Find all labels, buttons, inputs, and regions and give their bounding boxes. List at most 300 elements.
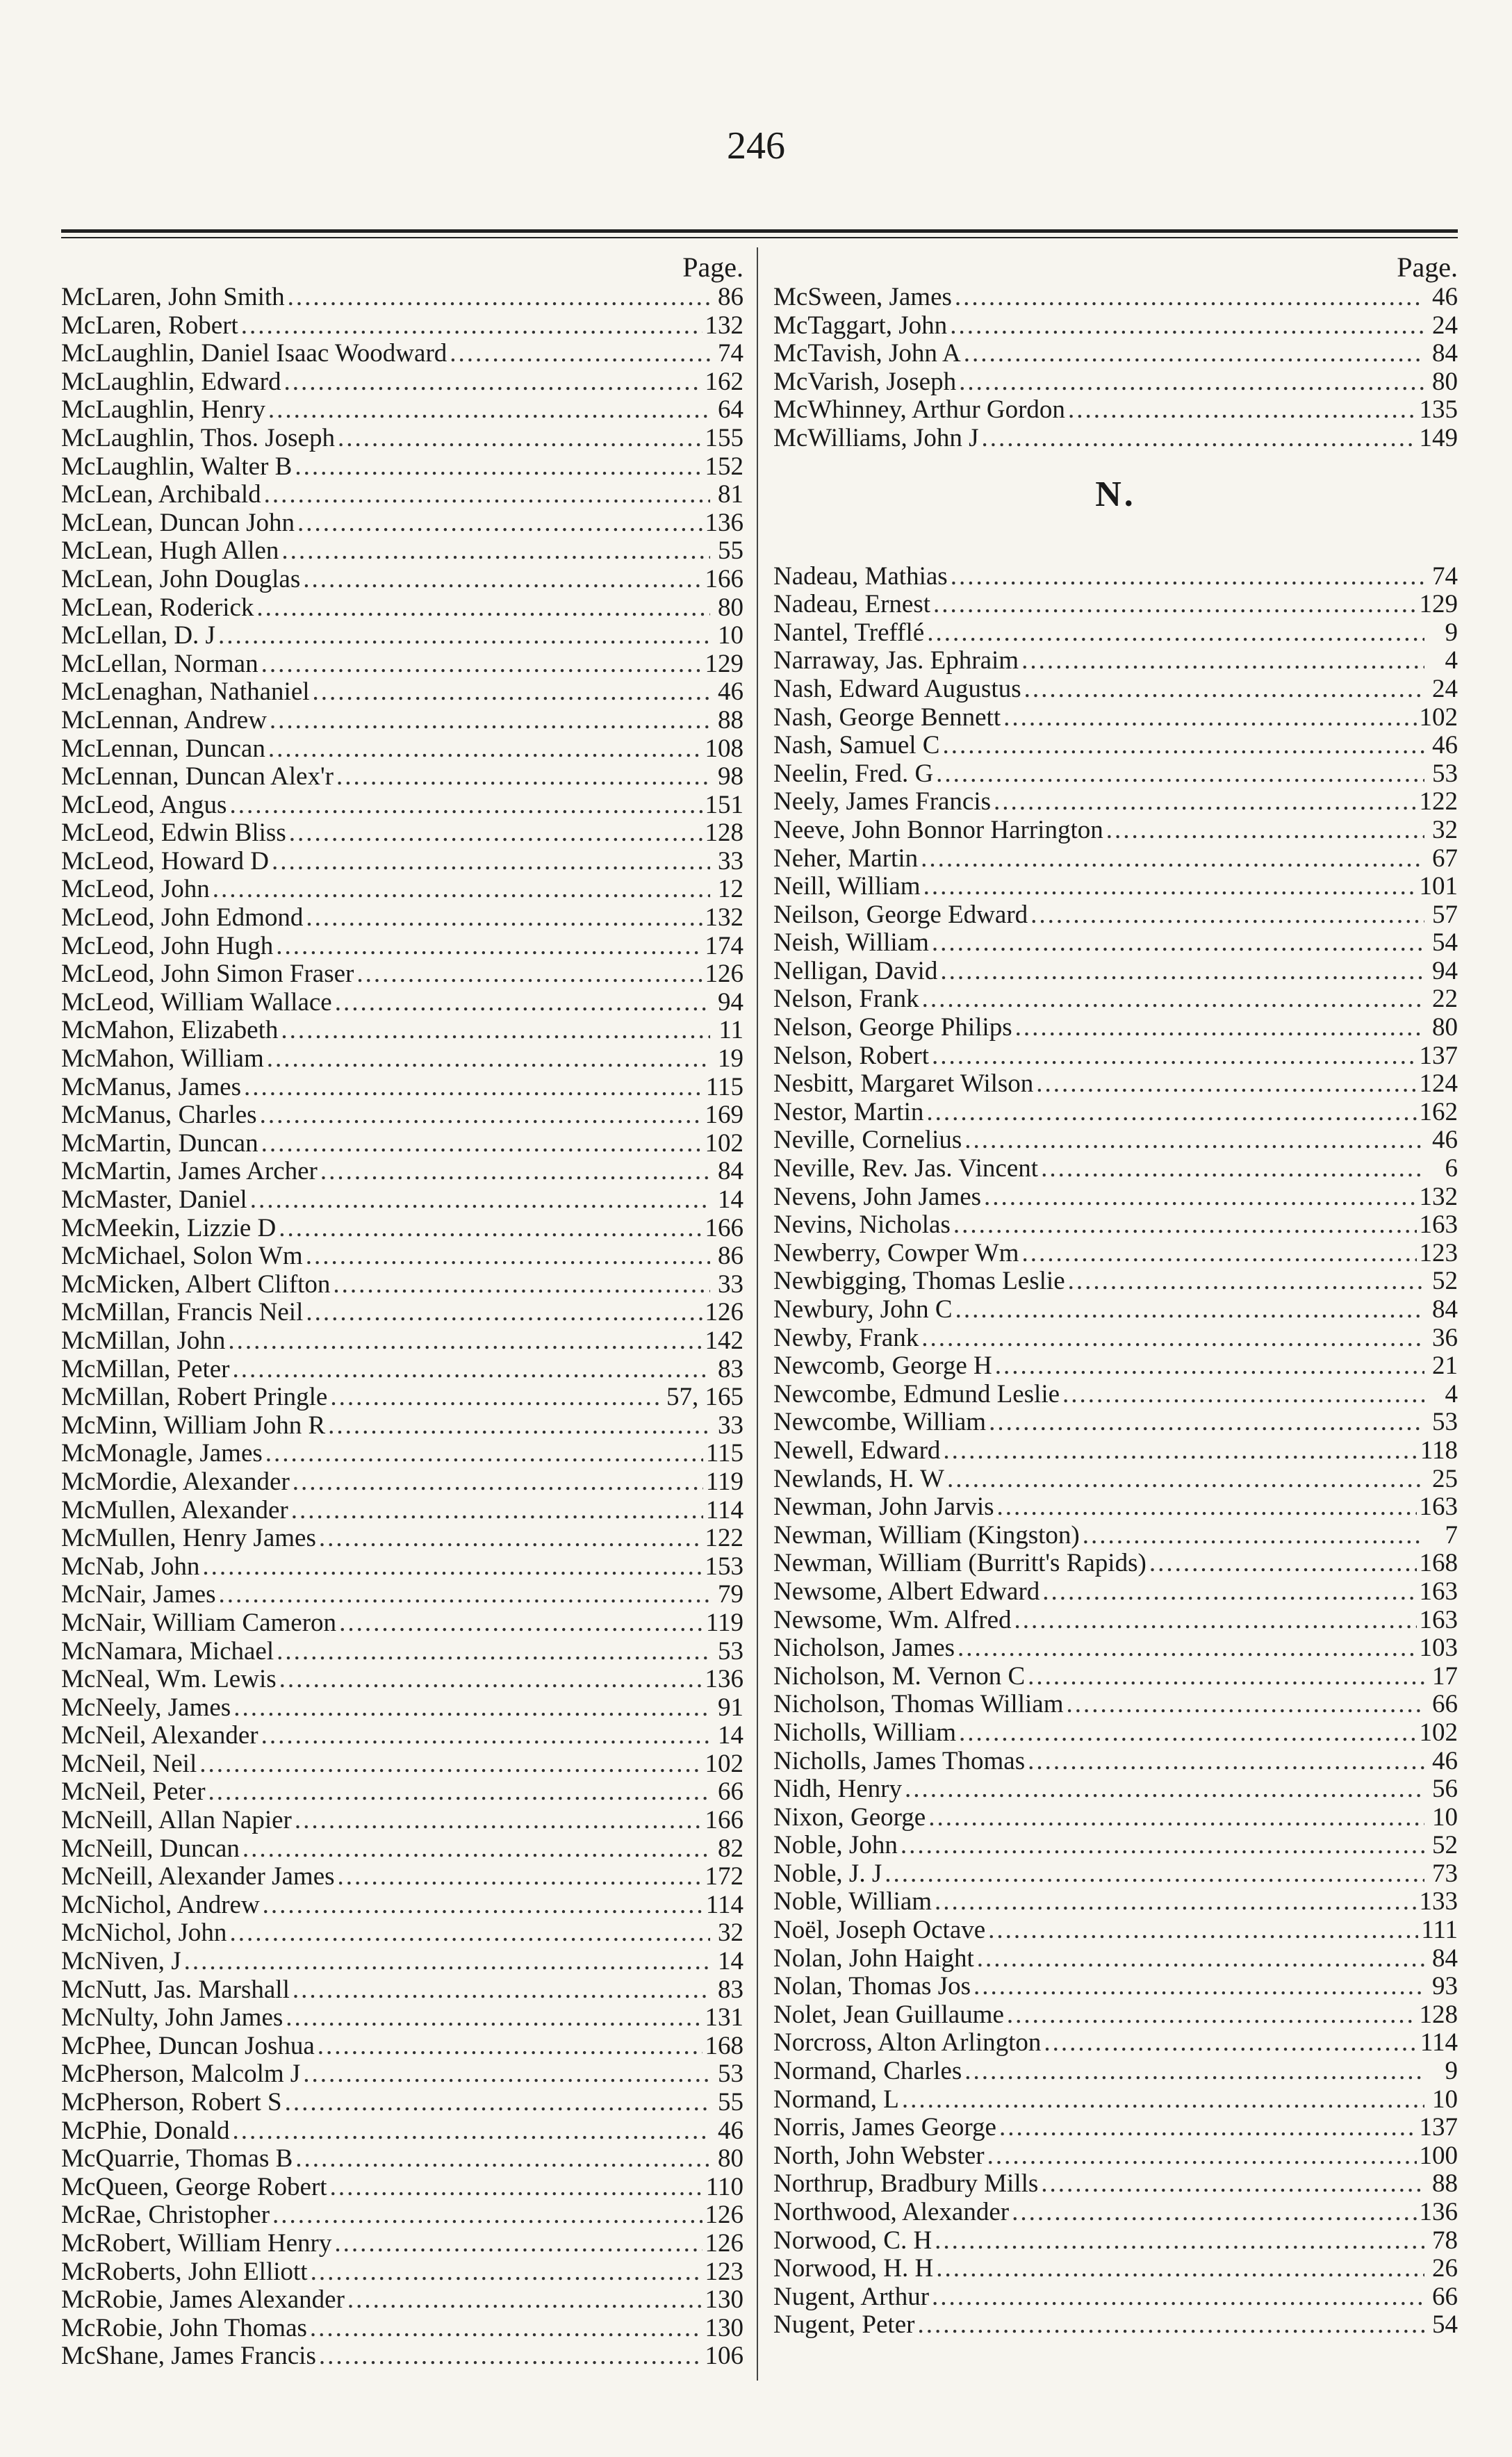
- entry-name: McPherson, Malcolm J: [61, 2060, 301, 2089]
- entry-name: McLaughlin, Henry: [61, 395, 265, 425]
- entry-name: Noble, William: [773, 1887, 932, 1916]
- entry-name: Nelson, George Philips: [773, 1013, 1012, 1042]
- entry-page: 19: [718, 1044, 743, 1074]
- dot-leader: [947, 1465, 1424, 1494]
- entry-name: Neville, Cornelius: [773, 1126, 962, 1155]
- index-entry: [61, 932, 743, 961]
- dot-leader: [942, 732, 1424, 760]
- entry-name: McMaster, Daniel: [61, 1185, 247, 1214]
- entry-name: McLaren, John Smith: [61, 283, 285, 311]
- index-entry: [61, 848, 743, 876]
- entry-name: McNeil, Alexander: [61, 1721, 258, 1750]
- entry-page: 84: [1432, 1944, 1458, 1973]
- entry-name: McLenaghan, Nathaniel: [61, 677, 310, 707]
- dot-leader: [319, 2342, 702, 2371]
- entry-page: 46: [1432, 1126, 1458, 1155]
- index-entry: [61, 537, 743, 566]
- dot-leader: [318, 2032, 702, 2061]
- dot-leader: [935, 1888, 1416, 1916]
- entry-page: 66: [1432, 2282, 1458, 2311]
- dot-leader: [955, 1296, 1424, 1324]
- entry-name: McPhie, Donald: [61, 2116, 230, 2145]
- entry-name: Nash, George Bennett: [773, 702, 1001, 732]
- index-entry: [773, 1663, 1458, 1691]
- entry-page: 55: [718, 536, 743, 566]
- index-entry: [773, 732, 1458, 760]
- entry-name: Nelson, Frank: [773, 985, 919, 1014]
- entry-name: McPherson, Robert S: [61, 2088, 282, 2117]
- dot-leader: [233, 1356, 710, 1384]
- entry-page: 52: [1432, 1831, 1458, 1860]
- index-entry: [61, 2230, 743, 2258]
- index-entry: [61, 2117, 743, 2146]
- entry-page: 162: [1419, 1097, 1458, 1126]
- dot-leader: [306, 1299, 702, 1327]
- index-entry: [61, 1017, 743, 1045]
- dot-leader: [935, 2227, 1424, 2255]
- entry-page: 73: [1432, 1859, 1458, 1888]
- entry-name: Narraway, Jas. Ephraim: [773, 646, 1019, 675]
- dot-leader: [330, 1383, 664, 1412]
- entry-page: 4: [1445, 646, 1458, 675]
- dot-leader: [281, 1017, 710, 1045]
- entry-name: McVarish, Joseph: [773, 367, 957, 396]
- entry-page: 53: [1432, 1408, 1458, 1437]
- entry-page: 84: [1432, 1295, 1458, 1324]
- entry-page: 94: [718, 987, 743, 1017]
- entry-page: 80: [718, 593, 743, 622]
- entry-name: McRobie, James Alexander: [61, 2285, 345, 2315]
- entry-name: McMinn, William John R: [61, 1411, 326, 1440]
- entry-page: 132: [705, 311, 743, 340]
- index-entry: [61, 2089, 743, 2117]
- dot-leader: [286, 2004, 702, 2032]
- index-entry: [61, 1215, 743, 1243]
- column-divider: [757, 247, 758, 2381]
- index-entry: [61, 1468, 743, 1497]
- entry-name: McMartin, Duncan: [61, 1128, 258, 1158]
- dot-leader: [310, 2315, 702, 2343]
- entry-page: 166: [705, 1213, 743, 1242]
- dot-leader: [268, 396, 710, 425]
- index-entry: [773, 2057, 1458, 2086]
- index-entry: [61, 1383, 743, 1412]
- entry-name: McManus, Charles: [61, 1101, 257, 1130]
- section-letter: N.: [1095, 474, 1136, 514]
- entry-name: Neilson, George Edward: [773, 900, 1028, 929]
- dot-leader: [964, 2057, 1424, 2086]
- entry-name: McMordie, Alexander: [61, 1467, 290, 1496]
- entry-name: McLennan, Andrew: [61, 705, 267, 734]
- page-column-label: Page.: [1397, 252, 1458, 283]
- index-entry: [773, 2142, 1458, 2171]
- index-entry: [61, 1807, 743, 1835]
- dot-leader: [926, 1099, 1416, 1127]
- dot-leader: [1021, 647, 1424, 675]
- entry-name: McNeal, Wm. Lewis: [61, 1665, 277, 1694]
- entry-page: 174: [705, 931, 743, 960]
- entry-page: 79: [718, 1580, 743, 1609]
- entry-page: 133: [1419, 1887, 1458, 1916]
- entry-page: 137: [1419, 2113, 1458, 2142]
- index-entry: [773, 1070, 1458, 1099]
- index-entry: [773, 1719, 1458, 1748]
- index-entry: [773, 1804, 1458, 1832]
- dot-leader: [995, 1352, 1424, 1381]
- entry-name: McNeely, James: [61, 1693, 231, 1722]
- entry-page: 129: [1419, 590, 1458, 619]
- entry-name: Neelin, Fred. G: [773, 759, 934, 788]
- entry-name: Newby, Frank: [773, 1323, 919, 1352]
- entry-page: 118: [1420, 1436, 1458, 1465]
- entry-name: McLeod, John Hugh: [61, 931, 274, 960]
- index-entry: [773, 1973, 1458, 2001]
- entry-page: 153: [705, 1552, 743, 1581]
- dot-leader: [1028, 1663, 1424, 1691]
- entry-name: Northwood, Alexander: [773, 2198, 1010, 2226]
- entry-name: Newman, William (Kingston): [773, 1520, 1080, 1550]
- index-entry: [773, 425, 1458, 453]
- entry-page: 55: [718, 2088, 743, 2117]
- entry-page: 46: [1432, 1746, 1458, 1775]
- entry-page: 46: [1432, 283, 1458, 311]
- left-column: [61, 252, 743, 2371]
- index-entry: [773, 901, 1458, 930]
- entry-page: 57: [1432, 900, 1458, 929]
- entry-page: 14: [718, 1947, 743, 1976]
- dot-leader: [277, 1638, 710, 1666]
- entry-name: McMullen, Alexander: [61, 1495, 288, 1525]
- dot-leader: [958, 1634, 1416, 1663]
- dot-leader: [959, 1719, 1417, 1748]
- index-entry: [773, 1465, 1458, 1494]
- entry-name: McLennan, Duncan: [61, 734, 265, 763]
- entry-page: 10: [718, 621, 743, 650]
- index-entry: [61, 650, 743, 679]
- index-entry: [773, 1352, 1458, 1381]
- dot-leader: [977, 1945, 1424, 1973]
- entry-page: 74: [718, 339, 743, 368]
- dot-leader: [303, 566, 702, 594]
- index-entry: [773, 2170, 1458, 2199]
- index-entry: [773, 591, 1458, 619]
- entry-name: Neely, James Francis: [773, 787, 992, 816]
- index-entry: [61, 1158, 743, 1186]
- dot-leader: [933, 591, 1416, 619]
- index-entry: [773, 788, 1458, 816]
- entry-name: Neher, Martin: [773, 844, 919, 873]
- index-entry: [773, 1183, 1458, 1212]
- entry-page: 88: [718, 705, 743, 734]
- entry-name: Newell, Edward: [773, 1436, 941, 1465]
- dot-leader: [936, 760, 1424, 789]
- index-entry: [773, 1381, 1458, 1409]
- index-entry: [773, 396, 1458, 425]
- dot-leader: [261, 1130, 702, 1158]
- dot-leader: [293, 1468, 703, 1497]
- dot-leader: [279, 1666, 702, 1694]
- entry-page: 9: [1445, 618, 1458, 647]
- index-entry: [773, 368, 1458, 397]
- entry-page: 168: [1419, 1549, 1458, 1578]
- entry-page: 25: [1432, 1464, 1458, 1493]
- entry-name: McNutt, Jas. Marshall: [61, 1975, 290, 2004]
- index-entry: [773, 704, 1458, 732]
- index-entry: [773, 647, 1458, 675]
- dot-leader: [261, 1722, 710, 1750]
- entry-name: Nugent, Arthur: [773, 2282, 930, 2311]
- entry-name: Norris, James George: [773, 2113, 996, 2142]
- dot-leader: [293, 1976, 710, 2005]
- index-entry: [61, 735, 743, 764]
- index-entry: [773, 2283, 1458, 2312]
- dot-leader: [1015, 1014, 1424, 1042]
- entry-name: McNichol, John: [61, 1918, 227, 1948]
- index-entry: [61, 2032, 743, 2061]
- index-entry: [773, 1324, 1458, 1353]
- dot-leader: [921, 845, 1424, 873]
- dot-leader: [923, 873, 1417, 901]
- index-list-right-mc: [773, 284, 1458, 453]
- index-entry: [773, 340, 1458, 368]
- index-entry: [61, 2145, 743, 2174]
- entry-page: 91: [718, 1693, 743, 1722]
- dot-leader: [932, 2283, 1424, 2312]
- dot-leader: [1007, 2001, 1417, 2030]
- entry-page: 122: [705, 1524, 743, 1553]
- entry-page: 132: [705, 903, 743, 932]
- index-entry: [773, 312, 1458, 340]
- index-entry: [773, 2086, 1458, 2114]
- index-entry: [61, 509, 743, 538]
- entry-name: McNiven, J: [61, 1947, 181, 1976]
- entry-page: 24: [1432, 311, 1458, 340]
- entry-page: 126: [705, 1298, 743, 1327]
- entry-name: McLeod, John Simon Fraser: [61, 960, 354, 989]
- entry-name: Norwood, C. H: [773, 2226, 932, 2255]
- entry-page: 14: [718, 1185, 743, 1214]
- dot-leader: [973, 1973, 1424, 2001]
- index-entry: [61, 1609, 743, 1638]
- dot-leader: [272, 2201, 702, 2230]
- dot-leader: [1024, 675, 1424, 704]
- entry-page: 98: [718, 762, 743, 791]
- entry-page: 93: [1432, 1972, 1458, 2001]
- entry-page: 102: [705, 1128, 743, 1158]
- entry-page: 142: [705, 1326, 743, 1355]
- entry-page: 80: [718, 2144, 743, 2174]
- entry-name: Nugent, Peter: [773, 2310, 915, 2340]
- entry-page: 83: [718, 1975, 743, 2004]
- index-entry: [61, 1948, 743, 1976]
- entry-page: 114: [705, 1890, 743, 1919]
- index-entry: [773, 1240, 1458, 1268]
- entry-name: Nicholls, William: [773, 1718, 956, 1747]
- entry-name: Neville, Rev. Jas. Vincent: [773, 1154, 1039, 1183]
- dot-leader: [265, 1440, 703, 1468]
- index-entry: [61, 312, 743, 340]
- entry-page: 166: [705, 564, 743, 593]
- entry-page: 82: [718, 1834, 743, 1863]
- index-entry: [773, 1634, 1458, 1663]
- entry-name: Nelson, Robert: [773, 1041, 930, 1070]
- dot-leader: [1068, 1267, 1424, 1296]
- dot-leader: [1014, 1606, 1417, 1635]
- entry-page: 36: [1432, 1323, 1458, 1352]
- entry-page: 66: [1432, 1690, 1458, 1719]
- index-entry: [61, 1778, 743, 1807]
- entry-name: McNeil, Peter: [61, 1777, 206, 1807]
- dot-leader: [272, 848, 710, 876]
- dot-leader: [313, 678, 710, 707]
- dot-leader: [202, 1553, 702, 1581]
- dot-leader: [330, 2174, 703, 2202]
- dot-leader: [953, 1211, 1417, 1240]
- index-list-right-n: [773, 563, 1458, 2340]
- entry-name: McLaughlin, Daniel Isaac Woodward: [61, 339, 447, 368]
- dot-leader: [951, 563, 1424, 591]
- entry-name: McLeod, John: [61, 875, 210, 904]
- entry-page: 132: [1419, 1182, 1458, 1211]
- entry-name: McLean, Archibald: [61, 480, 261, 509]
- entry-name: McNeill, Allan Napier: [61, 1806, 292, 1835]
- dot-leader: [936, 2255, 1424, 2283]
- entry-name: Nixon, George: [773, 1802, 926, 1832]
- dot-leader: [1041, 2170, 1424, 2199]
- entry-name: McMillan, John: [61, 1326, 226, 1355]
- entry-page: 4: [1445, 1379, 1458, 1408]
- entry-page: 110: [705, 2172, 743, 2201]
- dot-leader: [339, 1609, 703, 1638]
- dot-leader: [901, 1832, 1424, 1860]
- entry-name: Nolan, Thomas Jos: [773, 1972, 971, 2001]
- dot-leader: [940, 958, 1424, 986]
- entry-page: 136: [705, 508, 743, 537]
- header-rule: [61, 229, 1458, 233]
- entry-page: 64: [718, 395, 743, 425]
- dot-leader: [243, 1835, 710, 1864]
- entry-page: 32: [1432, 815, 1458, 844]
- index-entry: [61, 904, 743, 932]
- entry-name: McMonagle, James: [61, 1439, 263, 1468]
- dot-leader: [284, 368, 702, 397]
- entry-name: McTaggart, John: [773, 311, 948, 340]
- dot-leader: [999, 2114, 1417, 2142]
- index-entry: [61, 960, 743, 989]
- entry-name: McMillan, Robert Pringle: [61, 1383, 328, 1412]
- entry-page: 33: [718, 846, 743, 876]
- dot-leader: [218, 622, 710, 650]
- entry-name: Neill, William: [773, 872, 921, 901]
- index-entry: [61, 368, 743, 397]
- dot-leader: [1003, 704, 1416, 732]
- entry-page: 101: [1419, 872, 1458, 901]
- dot-leader: [328, 1412, 710, 1440]
- index-entry: [61, 2201, 743, 2230]
- index-entry: [61, 1186, 743, 1215]
- entry-page: 108: [705, 734, 743, 763]
- entry-page: 80: [1432, 1013, 1458, 1042]
- dot-leader: [932, 1042, 1416, 1071]
- entry-name: McNab, John: [61, 1552, 200, 1581]
- entry-name: Nolan, John Haight: [773, 1944, 974, 1973]
- index-list-left: [61, 284, 743, 2371]
- entry-name: McMeekin, Lizzie D: [61, 1213, 277, 1242]
- entry-name: Nash, Edward Augustus: [773, 674, 1021, 703]
- dot-leader: [927, 619, 1424, 648]
- dot-leader: [229, 1919, 710, 1948]
- dot-leader: [1068, 396, 1417, 425]
- entry-page: 54: [1432, 928, 1458, 958]
- entry-page: 152: [705, 452, 743, 481]
- entry-name: McRoberts, John Elliott: [61, 2257, 308, 2286]
- dot-leader: [917, 2311, 1424, 2340]
- dot-leader: [295, 1807, 702, 1835]
- dot-leader: [276, 932, 702, 961]
- index-entry: [61, 1412, 743, 1440]
- entry-name: Nidh, Henry: [773, 1775, 902, 1804]
- index-entry: [61, 791, 743, 820]
- index-entry: [773, 1578, 1458, 1606]
- entry-page: 80: [1432, 367, 1458, 396]
- entry-page: 102: [1419, 702, 1458, 732]
- entry-page: 26: [1432, 2254, 1458, 2283]
- entry-name: Newberry, Cowper Wm: [773, 1238, 1019, 1267]
- entry-page: 57, 165: [666, 1383, 743, 1412]
- dot-leader: [320, 1158, 710, 1186]
- entry-name: McNulty, John James: [61, 2003, 284, 2032]
- index-entry: [61, 2174, 743, 2202]
- entry-page: 54: [1432, 2310, 1458, 2340]
- index-entry: [61, 453, 743, 482]
- entry-page: 124: [1419, 1069, 1458, 1099]
- entry-page: 131: [705, 2003, 743, 2032]
- entry-name: McMillan, Francis Neil: [61, 1298, 304, 1327]
- entry-name: McShane, James Francis: [61, 2342, 316, 2371]
- entry-name: McLeod, John Edmond: [61, 903, 304, 932]
- entry-name: Noël, Joseph Octave: [773, 1916, 986, 1945]
- dot-leader: [1028, 1748, 1424, 1776]
- entry-page: 53: [718, 2060, 743, 2089]
- index-entry: [773, 1945, 1458, 1973]
- index-entry: [773, 675, 1458, 704]
- dot-leader: [1083, 1522, 1424, 1550]
- index-entry: [61, 1327, 743, 1356]
- index-entry: [773, 619, 1458, 648]
- entry-name: Nestor, Martin: [773, 1097, 924, 1126]
- entry-page: 81: [718, 480, 743, 509]
- entry-page: 52: [1432, 1267, 1458, 1296]
- index-entry: [773, 1860, 1458, 1889]
- index-entry: [61, 1919, 743, 1948]
- entry-name: Newbury, John C: [773, 1295, 953, 1324]
- page-column-label: Page.: [682, 252, 743, 283]
- entry-page: 135: [1419, 395, 1458, 425]
- dot-leader: [943, 1437, 1417, 1465]
- entry-name: McMicken, Albert Clifton: [61, 1269, 331, 1299]
- entry-page: 94: [1432, 956, 1458, 985]
- dot-leader: [902, 2086, 1424, 2114]
- index-entry: [61, 707, 743, 735]
- entry-name: Nesbitt, Margaret Wilson: [773, 1069, 1034, 1099]
- dot-leader: [229, 791, 702, 820]
- index-entry: [773, 1042, 1458, 1071]
- index-entry: [61, 2342, 743, 2371]
- entry-page: 151: [705, 790, 743, 819]
- dot-leader: [261, 650, 702, 679]
- index-entry: [61, 594, 743, 623]
- index-entry: [773, 1408, 1458, 1437]
